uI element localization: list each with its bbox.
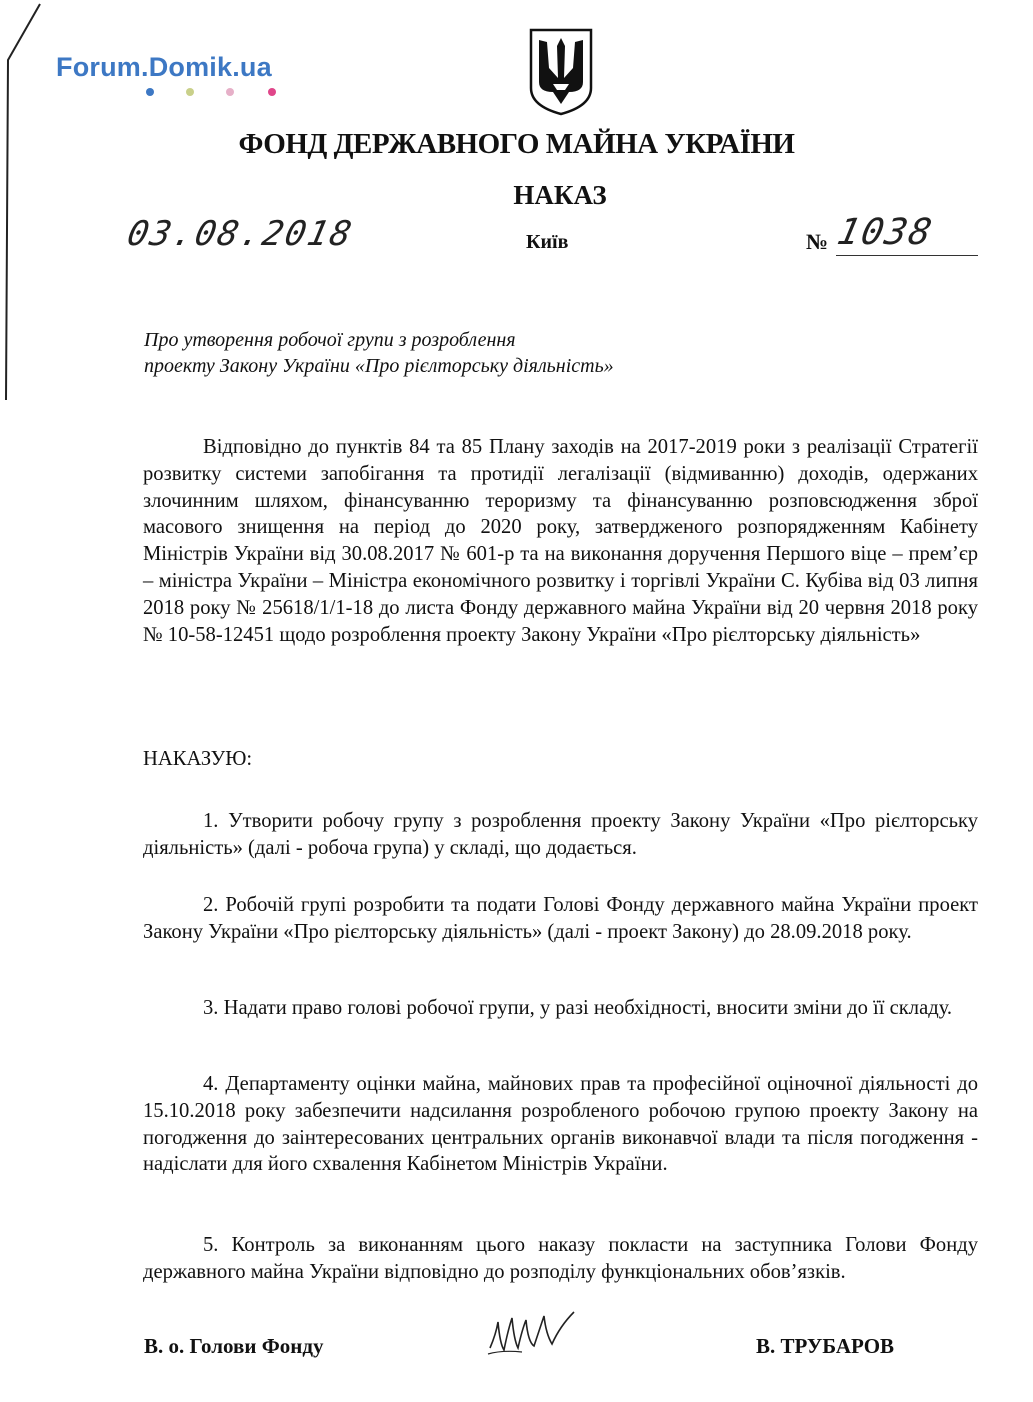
order-item <box>143 892 978 946</box>
preamble-text: Відповідно до пунктів 84 та 85 Плану заходів на 2017-2019 роки з реалізації Стратегії розвитку системи запобігання та протидії легалізації (відмиванню) доходів, одержаних злочинним шляхом, фінансуванню тероризму та фінансуванню розповсюдження зброї масового знищення на період до 2020 року, затвердженого розпорядженням Кабінету Міністрів України від 30.08.2017 № 601-р та на виконання доручення Першого віце – прем’єр – міністра України – Міністра економічного розвитку і торгівлі України С. Кубіва від 03 липня 2018 року № 25618/1/1-18 до листа Фонду державного майна України від 20 червня 2018 року № 10-58-12451 щодо розроблення проекту Закону України «Про рієлторську діяльність» <box>143 436 978 646</box>
handwritten-signature <box>482 1304 602 1364</box>
watermark-dot <box>146 88 154 96</box>
organization-name: ФОНД ДЕРЖАВНОГО МАЙНА УКРАЇНИ <box>238 128 795 160</box>
subject-line: Про утворення робочої групи з розроблення <box>144 329 516 351</box>
document-type: НАКАЗ <box>513 180 607 210</box>
watermark <box>56 52 336 98</box>
watermark-dot <box>226 88 234 96</box>
watermark-dot <box>186 88 194 96</box>
handwritten-date: 03.08.2018 <box>123 214 357 254</box>
signatory-title: В. о. Голови Фонду <box>144 1334 324 1358</box>
order-word: НАКАЗУЮ: <box>143 748 253 770</box>
watermark-dots <box>146 88 336 98</box>
order-item <box>143 1232 978 1286</box>
order-item-text: 2. Робочій групі розробити та подати Голові Фонду державного майна України проект Закону України «Про рієлторську діяльність» (далі - проект Закону) до 28.09.2018 року. <box>143 894 978 943</box>
order-item-text: 3. Надати право голові робочої групи, у разі необхідності, вносити зміни до її складу. <box>203 997 953 1019</box>
watermark-text: Forum.Domik.ua <box>56 52 272 82</box>
order-item <box>143 995 978 1022</box>
preamble <box>143 434 978 648</box>
handwritten-number: 1038 <box>833 212 938 253</box>
order-subject <box>144 327 614 379</box>
order-item <box>143 1071 978 1178</box>
order-item-text: 1. Утворити робочу групу з розроблення проекту Закону України «Про рієлторську діяльність» (далі - робоча група) у складі, що додається. <box>143 810 978 859</box>
trident-icon <box>529 28 593 116</box>
order-item <box>143 808 978 862</box>
order-item-text: 4. Департаменту оцінки майна, майнових прав та професійної оціночної діяльності до 15.10.2018 року забезпечити надсилання розробленого робочою групою проекту Закону на погодження до заінтересованих центральних органів виконавчої влади та після погодження - надіслати для його схвалення Кабінетом Міністрів України. <box>143 1073 978 1176</box>
city: Київ <box>526 231 569 253</box>
watermark-dot <box>268 88 276 96</box>
number-underline <box>836 255 978 256</box>
subject-line: проекту Закону України «Про рієлторську діяльність» <box>144 355 614 377</box>
order-item-text: 5. Контроль за виконанням цього наказу покласти на заступника Голови Фонду державного майна України відповідно до розподілу функціональних обов’язків. <box>143 1234 978 1283</box>
number-label: № <box>806 229 829 254</box>
signatory-name: В. ТРУБАРОВ <box>756 1334 895 1358</box>
